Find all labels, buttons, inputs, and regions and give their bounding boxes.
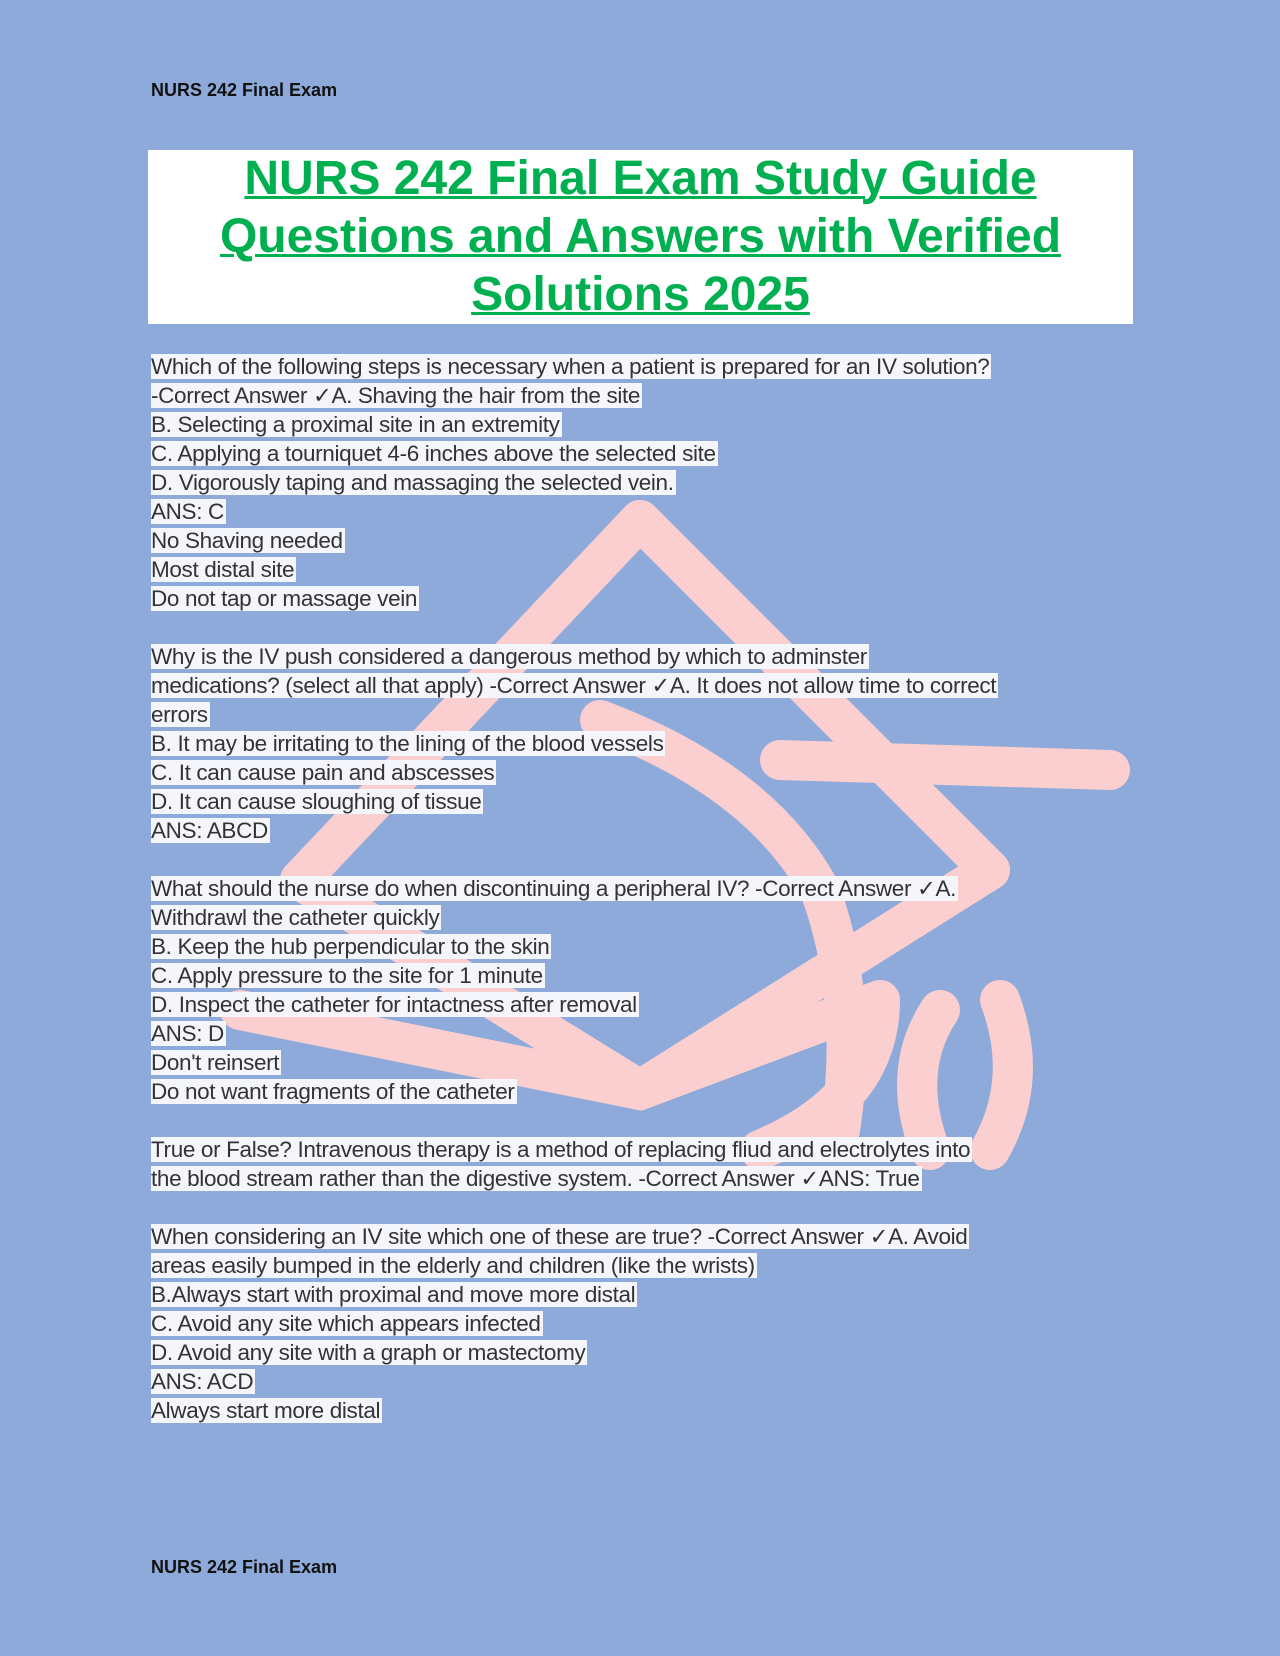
line-text: True or False? Intravenous therapy is a method of replacing fliud and electrolytes into xyxy=(151,1137,971,1162)
line-text: ANS: C xyxy=(151,499,224,524)
question-line xyxy=(151,700,1141,729)
page-title-line: Questions and Answers with Verified xyxy=(219,210,1062,263)
question-line xyxy=(151,1164,1141,1193)
question-line xyxy=(151,1309,1141,1338)
spacer xyxy=(151,1193,1141,1222)
line-text: B. Keep the hub perpendicular to the skin xyxy=(151,934,550,959)
questions-list xyxy=(151,352,1141,1425)
line-text: C. Applying a tourniquet 4-6 inches above the selected site xyxy=(151,441,716,466)
question-line xyxy=(151,1367,1141,1396)
question-line xyxy=(151,1251,1141,1280)
line-text: B. Selecting a proximal site in an extremity xyxy=(151,412,560,437)
line-text: Most distal site xyxy=(151,557,295,582)
line-text: errors xyxy=(151,702,208,727)
question-line xyxy=(151,1280,1141,1309)
line-text: -Correct Answer ✓A. Shaving the hair from the site xyxy=(151,383,641,408)
question-line xyxy=(151,1338,1141,1367)
line-text: B. It may be irritating to the lining of the blood vessels xyxy=(151,731,664,756)
line-text: ANS: ACD xyxy=(151,1369,254,1394)
line-text: C. Apply pressure to the site for 1 minute xyxy=(151,963,543,988)
line-text: D. Vigorously taping and massaging the selected vein. xyxy=(151,470,674,495)
page-header: NURS 242 Final Exam xyxy=(151,80,338,100)
line-text: Why is the IV push considered a dangerous method by which to adminster xyxy=(151,644,867,669)
line-text: D. Inspect the catheter for intactness after removal xyxy=(151,992,637,1017)
line-text: ANS: ABCD xyxy=(151,818,268,843)
line-text: Withdrawl the catheter quickly xyxy=(151,905,440,930)
line-text: areas easily bumped in the elderly and children (like the wrists) xyxy=(151,1253,755,1278)
question-line xyxy=(151,381,1141,410)
question-line xyxy=(151,874,1141,903)
line-text: D. It can cause sloughing of tissue xyxy=(151,789,482,814)
spacer xyxy=(151,613,1141,642)
question-line xyxy=(151,526,1141,555)
page-footer: NURS 242 Final Exam xyxy=(151,1557,338,1577)
question-line xyxy=(151,410,1141,439)
line-text: Always start more distal xyxy=(151,1398,381,1423)
line-text: the blood stream rather than the digestive system. -Correct Answer ✓ANS: True xyxy=(151,1166,920,1191)
line-text: Don't reinsert xyxy=(151,1050,280,1075)
question-line xyxy=(151,729,1141,758)
line-text: B.Always start with proximal and move more distal xyxy=(151,1282,636,1307)
question-line xyxy=(151,990,1141,1019)
spacer xyxy=(151,1106,1141,1135)
question-line xyxy=(151,584,1141,613)
line-text: What should the nurse do when discontinuing a peripheral IV? -Correct Answer ✓A. xyxy=(151,876,957,901)
question-line xyxy=(151,787,1141,816)
question-line xyxy=(151,555,1141,584)
question-line xyxy=(151,352,1141,381)
question-line xyxy=(151,932,1141,961)
line-text: Do not tap or massage vein xyxy=(151,586,418,611)
question-line xyxy=(151,903,1141,932)
question-line xyxy=(151,961,1141,990)
question-line xyxy=(151,758,1141,787)
question-line xyxy=(151,439,1141,468)
line-text: C. It can cause pain and abscesses xyxy=(151,760,495,785)
question-line xyxy=(151,642,1141,671)
question-line xyxy=(151,1396,1141,1425)
page-title-line: Solutions 2025 xyxy=(471,268,810,321)
question-line xyxy=(151,816,1141,845)
question-line xyxy=(151,1048,1141,1077)
page-title-line: NURS 242 Final Exam Study Guide xyxy=(244,152,1037,205)
line-text: No Shaving needed xyxy=(151,528,343,553)
spacer xyxy=(151,845,1141,874)
question-line xyxy=(151,1019,1141,1048)
line-text: medications? (select all that apply) -Correct Answer ✓A. It does not allow time to correct xyxy=(151,673,997,698)
line-text: Which of the following steps is necessary when a patient is prepared for an IV solution? xyxy=(151,354,990,379)
line-text: ANS: D xyxy=(151,1021,224,1046)
question-line xyxy=(151,1077,1141,1106)
title-box xyxy=(148,150,1133,324)
question-line xyxy=(151,497,1141,526)
line-text: When considering an IV site which one of these are true? -Correct Answer ✓A. Avoid xyxy=(151,1224,968,1249)
question-line xyxy=(151,1222,1141,1251)
line-text: C. Avoid any site which appears infected xyxy=(151,1311,541,1336)
line-text: Do not want fragments of the catheter xyxy=(151,1079,515,1104)
line-text: D. Avoid any site with a graph or mastectomy xyxy=(151,1340,586,1365)
question-line xyxy=(151,1135,1141,1164)
question-line xyxy=(151,468,1141,497)
question-line xyxy=(151,671,1141,700)
